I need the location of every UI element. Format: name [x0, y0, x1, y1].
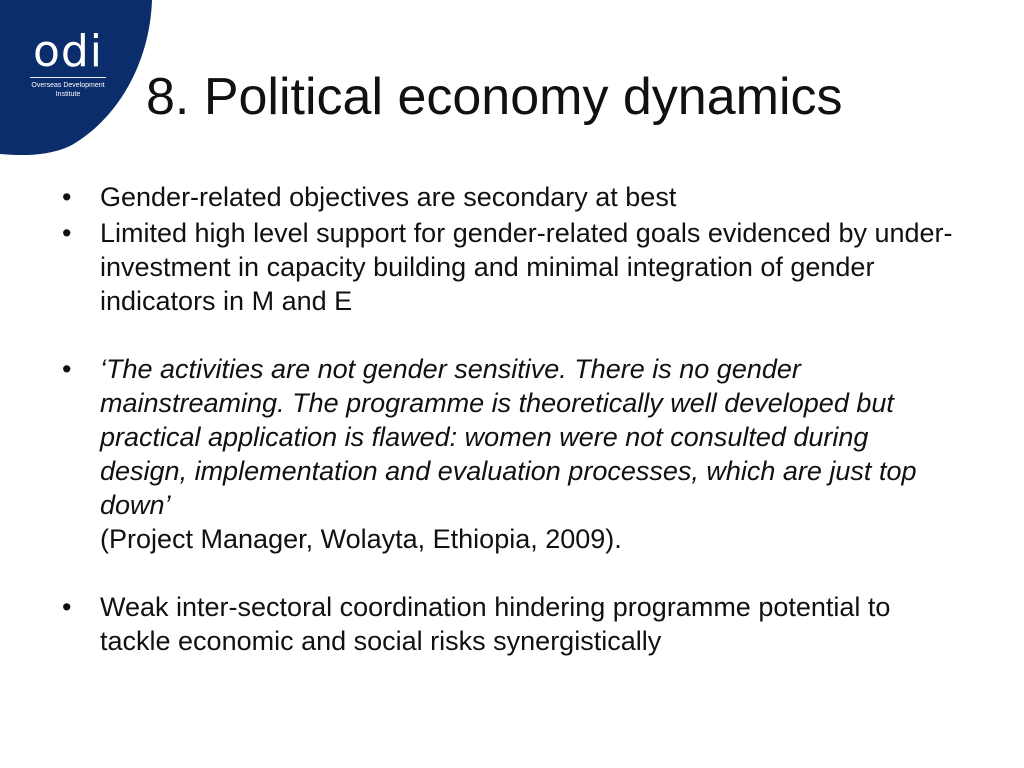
- odi-logo: [28, 26, 108, 99]
- bullet-dot: •: [62, 218, 72, 248]
- bullet-item: [62, 180, 962, 214]
- logo-mark-text: odi: [32, 26, 104, 77]
- bullet-item: [62, 216, 962, 318]
- bullet-quote: ‘The activities are not gender sensitive. There is no gender mainstreaming. The programme is theoretically well developed but practical application is flawed: women were not consulted during design, implementation and evaluation processes, which are just top down’: [100, 354, 917, 520]
- bullet-text: Weak inter-sectoral coordination hindering programme potential to tackle economic and social risks synergistically: [100, 592, 891, 656]
- logo-subtitle-line1: Overseas Development: [31, 82, 105, 89]
- bullet-item-quote: [62, 352, 962, 556]
- logo-divider: [30, 77, 106, 78]
- bullet-item: [62, 590, 962, 658]
- bullet-citation: (Project Manager, Wolayta, Ethiopia, 2009).: [100, 524, 622, 554]
- bullet-text: Gender-related objectives are secondary at best: [100, 182, 677, 212]
- bullet-text: Limited high level support for gender-related goals evidenced by under-investment in capacity building and minimal integration of gender indicators in M and E: [100, 218, 953, 316]
- bullet-dot: •: [62, 182, 72, 212]
- bullet-dot: •: [62, 592, 72, 622]
- logo-subtitle-line2: Institute: [55, 91, 81, 98]
- slide-title: 8. Political economy dynamics: [146, 68, 843, 126]
- logo-mark: [28, 26, 108, 77]
- bullet-list: [62, 180, 962, 660]
- bullet-dot: •: [62, 354, 72, 384]
